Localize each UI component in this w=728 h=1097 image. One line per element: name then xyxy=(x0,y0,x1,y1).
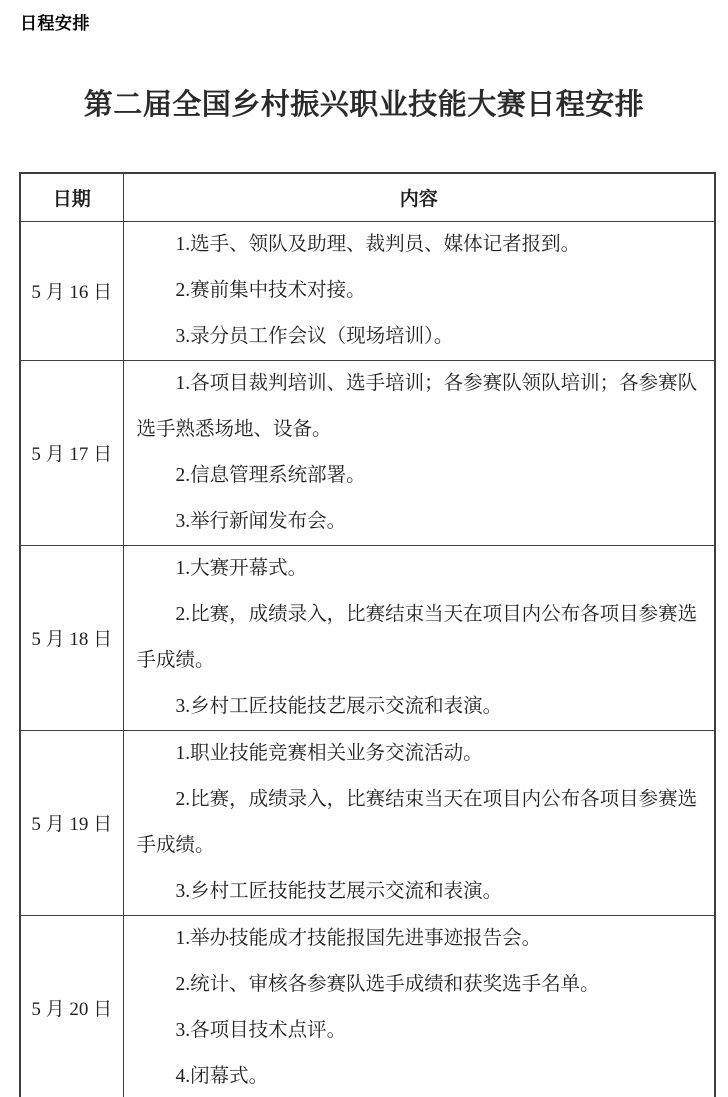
table-row xyxy=(20,730,715,915)
date-cell: 5 月 19 日 xyxy=(20,730,123,915)
schedule-item: 3.各项目技术点评。 xyxy=(175,1019,347,1041)
schedule-item: 3.录分员工作会议（现场培训）。 xyxy=(175,325,454,347)
content-cell xyxy=(123,360,715,545)
date-cell: 5 月 16 日 xyxy=(20,221,123,360)
schedule-item: 4.闭幕式。 xyxy=(175,1065,269,1087)
schedule-item: 3.乡村工匠技能技艺展示交流和表演。 xyxy=(175,695,503,717)
column-header-content: 内容 xyxy=(123,173,715,221)
schedule-item: 1.职业技能竞赛相关业务交流活动。 xyxy=(175,742,483,764)
content-cell xyxy=(123,915,715,1097)
schedule-item: 3.乡村工匠技能技艺展示交流和表演。 xyxy=(175,880,503,902)
schedule-item: 1.大赛开幕式。 xyxy=(175,557,308,579)
schedule-item: 2.信息管理系统部署。 xyxy=(175,464,366,486)
page-title: 日程安排 xyxy=(20,14,90,33)
column-header-date: 日期 xyxy=(20,173,123,221)
content-cell xyxy=(123,545,715,730)
content-cell xyxy=(123,221,715,360)
schedule-item: 2.赛前集中技术对接。 xyxy=(175,279,366,301)
table-row xyxy=(20,360,715,545)
table-row xyxy=(20,915,715,1097)
date-cell: 5 月 20 日 xyxy=(20,915,123,1097)
content-cell xyxy=(123,730,715,915)
date-cell: 5 月 18 日 xyxy=(20,545,123,730)
date-cell: 5 月 17 日 xyxy=(20,360,123,545)
schedule-table xyxy=(19,172,716,1097)
table-header-row xyxy=(20,173,715,221)
schedule-item: 2.统计、审核各参赛队选手成绩和获奖选手名单。 xyxy=(175,973,600,995)
table-row xyxy=(20,545,715,730)
schedule-item: 1.举办技能成才技能报国先进事迹报告会。 xyxy=(175,927,542,949)
schedule-item: 2.比赛，成绩录入，比赛结束当天在项目内公布各项目参赛选手成绩。 xyxy=(136,603,698,671)
schedule-item: 3.举行新闻发布会。 xyxy=(175,510,347,532)
schedule-item: 2.比赛，成绩录入，比赛结束当天在项目内公布各项目参赛选手成绩。 xyxy=(136,788,698,856)
schedule-item: 1.各项目裁判培训、选手培训；各参赛队领队培训；各参赛队选手熟悉场地、设备。 xyxy=(136,372,698,440)
document-title: 第二届全国乡村振兴职业技能大赛日程安排 xyxy=(83,89,645,121)
schedule-item: 1.选手、领队及助理、裁判员、媒体记者报到。 xyxy=(175,233,581,255)
table-row xyxy=(20,221,715,360)
